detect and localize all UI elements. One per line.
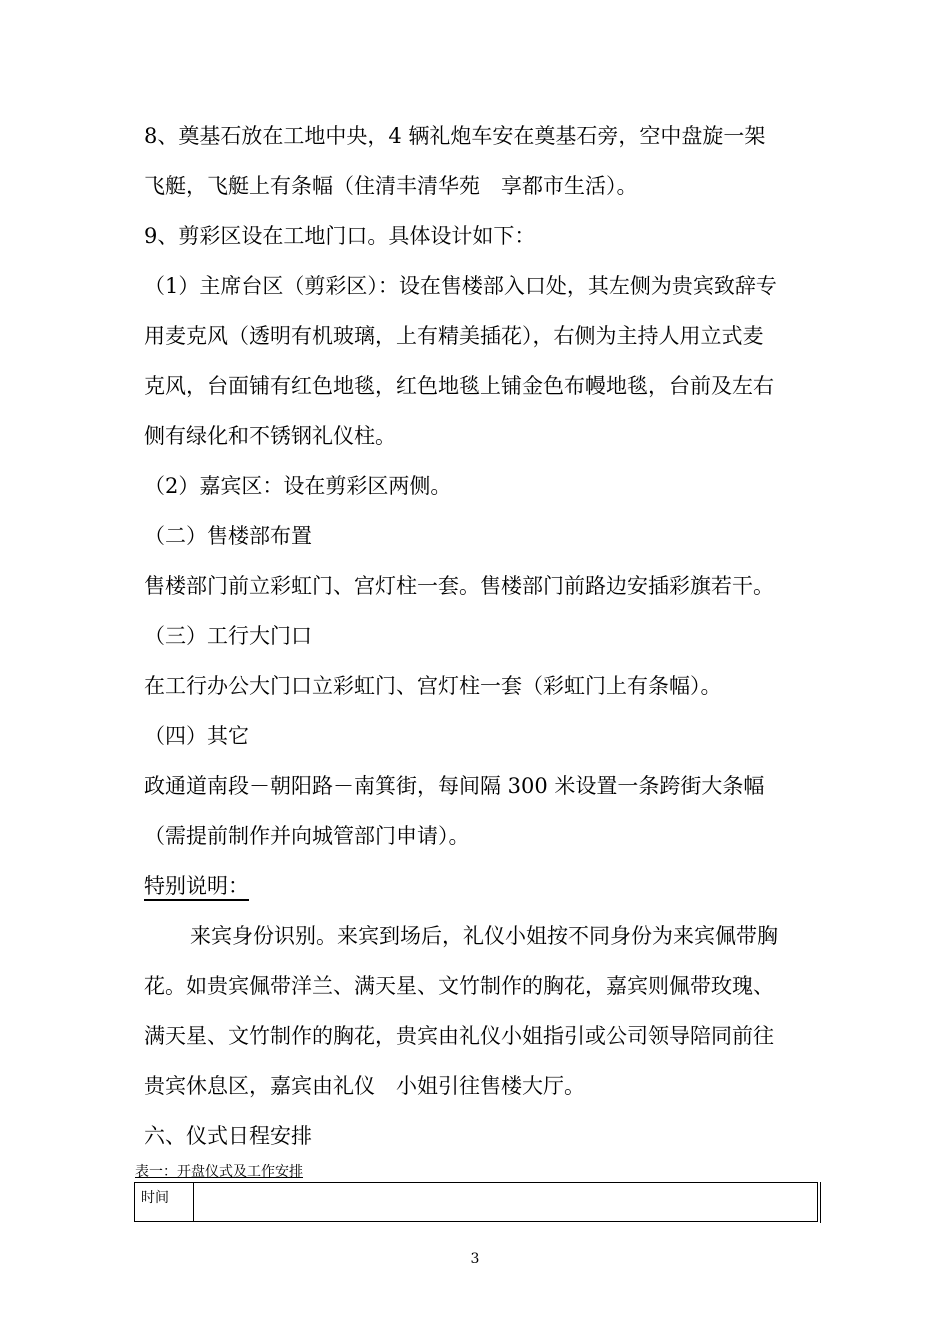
paragraph-line-12: 在工行办公大门口立彩虹门、宫灯柱一套（彩虹门上有条幅）。 — [144, 674, 722, 698]
paragraph-line-1: 8、奠基石放在工地中央，4 辆礼炮车安在奠基石旁，空中盘旋一架 — [144, 124, 766, 148]
page-number: 3 — [470, 1251, 480, 1267]
table-double-border — [820, 1182, 821, 1223]
table-caption: 表一：开盘仪式及工作安排 — [135, 1164, 303, 1180]
paragraph-line-4: （1）主席台区（剪彩区）：设在售楼部入口处，其左侧为贵宾致辞专 — [144, 274, 777, 298]
paragraph-line-8: （2）嘉宾区：设在剪彩区两侧。 — [144, 474, 452, 498]
paragraph-line-17: 来宾身份识别。来宾到场后，礼仪小姐按不同身份为来宾佩带胸 — [190, 924, 778, 948]
paragraph-line-15: （需提前制作并向城管部门申请）。 — [144, 824, 470, 848]
section-heading-2: （二）售楼部布置 — [144, 524, 312, 548]
section-heading-3: （三）工行大门口 — [144, 624, 312, 648]
table-row — [135, 1183, 818, 1222]
paragraph-line-3: 9、剪彩区设在工地门口。具体设计如下： — [144, 224, 536, 248]
paragraph-line-20: 贵宾休息区，嘉宾由礼仪 小姐引往售楼大厅。 — [144, 1074, 585, 1098]
special-note-heading: 特别说明： — [144, 874, 249, 898]
schedule-table — [134, 1182, 818, 1222]
paragraph-line-5: 用麦克风（透明有机玻璃，上有精美插花），右侧为主持人用立式麦 — [144, 324, 764, 348]
paragraph-line-18: 花。如贵宾佩带洋兰、满天星、文竹制作的胸花，嘉宾则佩带玫瑰、 — [144, 974, 774, 998]
paragraph-line-6: 克风，台面铺有红色地毯，红色地毯上铺金色布幔地毯，台前及左右 — [144, 374, 774, 398]
paragraph-line-7: 侧有绿化和不锈钢礼仪柱。 — [144, 424, 396, 448]
table-header-cell: 时间 — [135, 1183, 194, 1222]
paragraph-line-2: 飞艇，飞艇上有条幅（住清丰清华苑 享都市生活）。 — [144, 174, 638, 198]
paragraph-line-19: 满天星、文竹制作的胸花，贵宾由礼仪小姐指引或公司领导陪同前往 — [144, 1024, 774, 1048]
paragraph-line-14: 政通道南段－朝阳路－南箕街，每间隔 300 米设置一条跨街大条幅 — [144, 774, 765, 798]
section-heading-6: 六、仪式日程安排 — [144, 1124, 312, 1148]
table-header-cell — [194, 1183, 818, 1222]
section-heading-4: （四）其它 — [144, 724, 249, 748]
paragraph-line-10: 售楼部门前立彩虹门、宫灯柱一套。售楼部门前路边安插彩旗若干。 — [144, 574, 774, 598]
